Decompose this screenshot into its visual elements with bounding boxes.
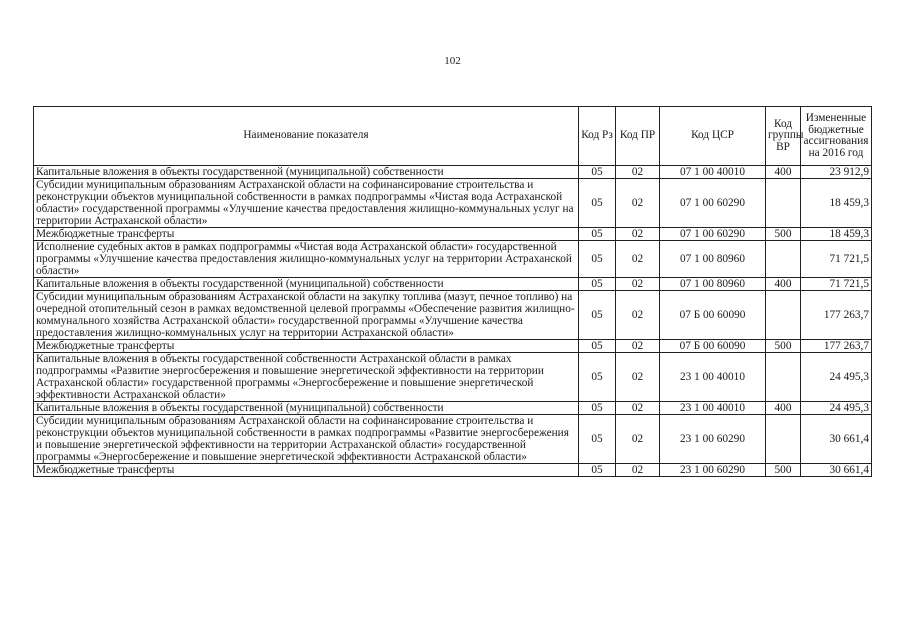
cell-pr: 02: [616, 241, 660, 278]
header-amount: Измененные бюджетные ассигнования на 2016 год: [801, 107, 872, 166]
cell-name: Межбюджетные трансферты: [34, 228, 579, 241]
cell-pr: 02: [616, 166, 660, 179]
table-row: [34, 464, 872, 477]
cell-amount: 24 495,3: [801, 353, 872, 402]
table-row: [34, 179, 872, 228]
table-row: [34, 415, 872, 464]
cell-csr: 07 Б 00 60090: [660, 340, 766, 353]
cell-vr: [766, 291, 801, 340]
cell-name: Межбюджетные трансферты: [34, 464, 579, 477]
cell-rz: 05: [579, 241, 616, 278]
table-row: [34, 353, 872, 402]
cell-name: Капитальные вложения в объекты государственной (муниципальной) собственности: [34, 278, 579, 291]
table-row: [34, 241, 872, 278]
cell-name: Капитальные вложения в объекты государственной (муниципальной) собственности: [34, 166, 579, 179]
cell-amount: 18 459,3: [801, 179, 872, 228]
cell-rz: 05: [579, 228, 616, 241]
header-name: Наименование показателя: [34, 107, 579, 166]
cell-csr: 07 Б 00 60090: [660, 291, 766, 340]
cell-csr: 23 1 00 60290: [660, 415, 766, 464]
table-row: [34, 228, 872, 241]
header-rz: Код Рз: [579, 107, 616, 166]
cell-amount: 71 721,5: [801, 241, 872, 278]
cell-vr: [766, 241, 801, 278]
cell-pr: 02: [616, 278, 660, 291]
cell-csr: 07 1 00 40010: [660, 166, 766, 179]
header-pr: Код ПР: [616, 107, 660, 166]
cell-pr: 02: [616, 402, 660, 415]
budget-table: [33, 106, 872, 477]
cell-vr: 500: [766, 464, 801, 477]
cell-rz: 05: [579, 340, 616, 353]
cell-name: Субсидии муниципальным образованиям Астраханской области на закупку топлива (мазут, печное топливо) на очередной отопительный сезон в рамках ведомственной целевой программы «Обеспечение развития жилищно-коммунального хозяйства Астраханской области» государственной программы «Улучшение качества предоставления жилищно-коммунальных услуг на территории Астраханской области»: [34, 291, 579, 340]
cell-csr: 07 1 00 80960: [660, 241, 766, 278]
cell-vr: [766, 179, 801, 228]
cell-vr: [766, 353, 801, 402]
cell-amount: 71 721,5: [801, 278, 872, 291]
cell-vr: 400: [766, 278, 801, 291]
cell-pr: 02: [616, 415, 660, 464]
table-row: [34, 291, 872, 340]
cell-amount: 177 263,7: [801, 291, 872, 340]
cell-amount: 18 459,3: [801, 228, 872, 241]
cell-vr: 500: [766, 340, 801, 353]
cell-rz: 05: [579, 353, 616, 402]
cell-rz: 05: [579, 291, 616, 340]
header-csr: Код ЦСР: [660, 107, 766, 166]
cell-vr: 400: [766, 402, 801, 415]
cell-pr: 02: [616, 228, 660, 241]
cell-csr: 07 1 00 60290: [660, 179, 766, 228]
cell-amount: 30 661,4: [801, 415, 872, 464]
cell-name: Исполнение судебных актов в рамках подпрограммы «Чистая вода Астраханской области» государственной программы «Улучшение качества предоставления жилищно-коммунальных услуг на территории Астраханской области»: [34, 241, 579, 278]
cell-pr: 02: [616, 340, 660, 353]
table-header-row: [34, 107, 872, 166]
table-row: [34, 402, 872, 415]
cell-vr: 400: [766, 166, 801, 179]
page-number: 102: [444, 55, 461, 67]
cell-rz: 05: [579, 402, 616, 415]
cell-amount: 177 263,7: [801, 340, 872, 353]
cell-name: Капитальные вложения в объекты государственной собственности Астраханской области в рамках подпрограммы «Развитие энергосбережения и повышение энергетической эффективности на территории Астраханской области» государственной программы «Энергосбережение и повышение энергетической эффективности Астраханской области»: [34, 353, 579, 402]
cell-amount: 23 912,9: [801, 166, 872, 179]
cell-csr: 23 1 00 60290: [660, 464, 766, 477]
table-row: [34, 278, 872, 291]
cell-csr: 23 1 00 40010: [660, 402, 766, 415]
cell-pr: 02: [616, 179, 660, 228]
cell-name: Субсидии муниципальным образованиям Астраханской области на софинансирование строительства и реконструкции объектов муниципальной собственности в рамках подпрограммы «Чистая вода Астраханской области» государственной программы «Улучшение качества предоставления жилищно-коммунальных услуг на территории Астраханской области»: [34, 179, 579, 228]
cell-rz: 05: [579, 464, 616, 477]
cell-vr: 500: [766, 228, 801, 241]
cell-pr: 02: [616, 353, 660, 402]
table-row: [34, 166, 872, 179]
cell-rz: 05: [579, 166, 616, 179]
cell-pr: 02: [616, 464, 660, 477]
cell-amount: 24 495,3: [801, 402, 872, 415]
cell-vr: [766, 415, 801, 464]
cell-name: Субсидии муниципальным образованиям Астраханской области на софинансирование строительства и реконструкции объектов муниципальной собственности в рамках подпрограммы «Развитие энергосбережения и повышение энергетической эффективности на территории Астраханской области» государственной программы «Энергосбережение и повышение энергетической эффективности Астраханской области»: [34, 415, 579, 464]
cell-pr: 02: [616, 291, 660, 340]
header-vr: Код группы ВР: [766, 107, 801, 166]
cell-csr: 07 1 00 80960: [660, 278, 766, 291]
table-row: [34, 340, 872, 353]
cell-name: Межбюджетные трансферты: [34, 340, 579, 353]
cell-csr: 23 1 00 40010: [660, 353, 766, 402]
cell-rz: 05: [579, 179, 616, 228]
cell-rz: 05: [579, 415, 616, 464]
cell-name: Капитальные вложения в объекты государственной (муниципальной) собственности: [34, 402, 579, 415]
cell-amount: 30 661,4: [801, 464, 872, 477]
cell-rz: 05: [579, 278, 616, 291]
cell-csr: 07 1 00 60290: [660, 228, 766, 241]
